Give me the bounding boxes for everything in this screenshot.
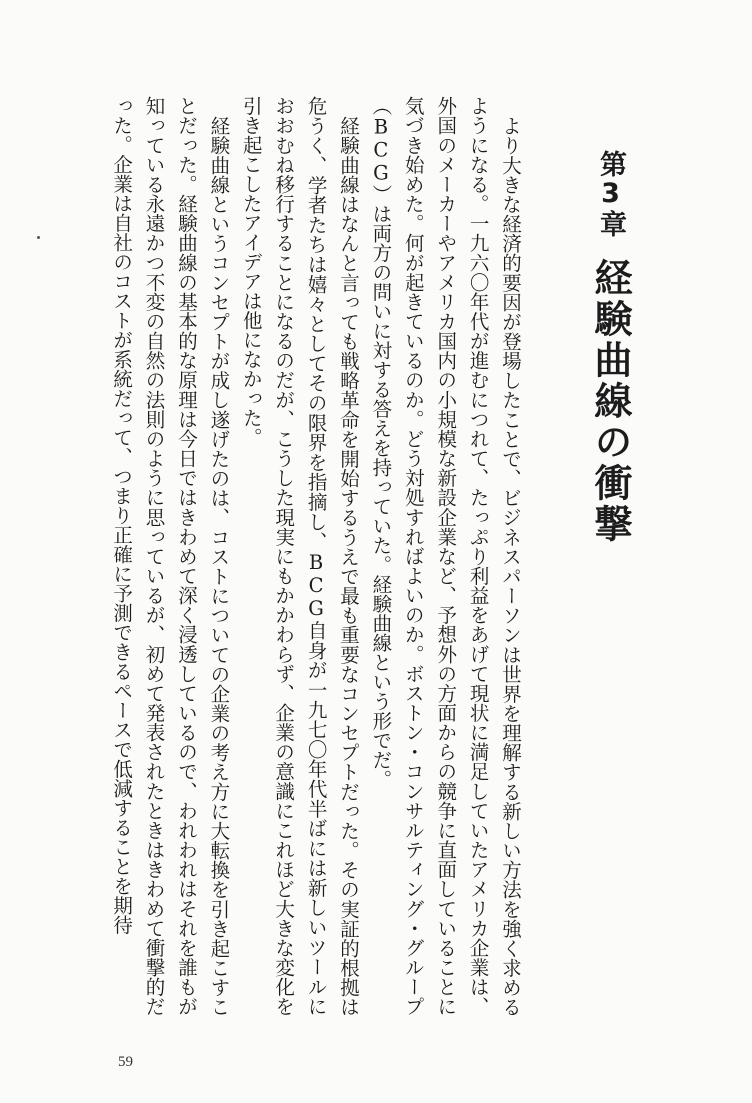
paragraph-1: より大きな経済的要因が登場したことで、ビジネスパーソンは世界を理解する新しい方法を強く求めるようになる。一九六〇年代が進むにつれて、たっぷり利益をあげて現状に満足していたアメリカ企業は、外国のメーカーやアメリカ国内の小規模な新設企業など、予想外の方面からの競争に直面していることに気づき始めた。何が起きているのか。どう対処すればよいのか。ボストン・コンサルティング・グループ（BCG）は両方の問いに対する答えを持っていた。経験曲線という形でだ。 [369, 96, 522, 1016]
paragraph-3: 経験曲線というコンセプトが成し遂げたのは、コストについての企業の考え方に大転換を引き起こすことだった。経験曲線の基本的な原理は今日ではきわめて深く浸透しているので、われわれはそれを誰もが知っている永遠かつ不変の自然の法則のように思っているが、初めて発表されたときはきわめて衝撃的だった。企業は自社のコストが系統だって、つまり正確に予測できるペースで低減することを期待 [110, 96, 231, 1016]
paragraph-2: 経験曲線はなんと言っても戦略革命を開始するうえで最も重要なコンセプトだった。その実証的根拠は危うく、学者たちは嬉々としてその限界を指摘し、BCG自身が一九七〇年代半ばには新しいツールにおおむね移行することになるのだが、こうした現実にもかかわらず、企業の意識にこれほど大きな変化を引き起こしたアイデアは他になかった。 [239, 96, 360, 1017]
chapter-title: 経験曲線の衝撃 [588, 258, 632, 545]
print-speck [37, 236, 40, 239]
page-number: 59 [118, 1054, 133, 1070]
body-text [105, 96, 526, 1016]
chapter-number: 第3章 [595, 150, 626, 238]
